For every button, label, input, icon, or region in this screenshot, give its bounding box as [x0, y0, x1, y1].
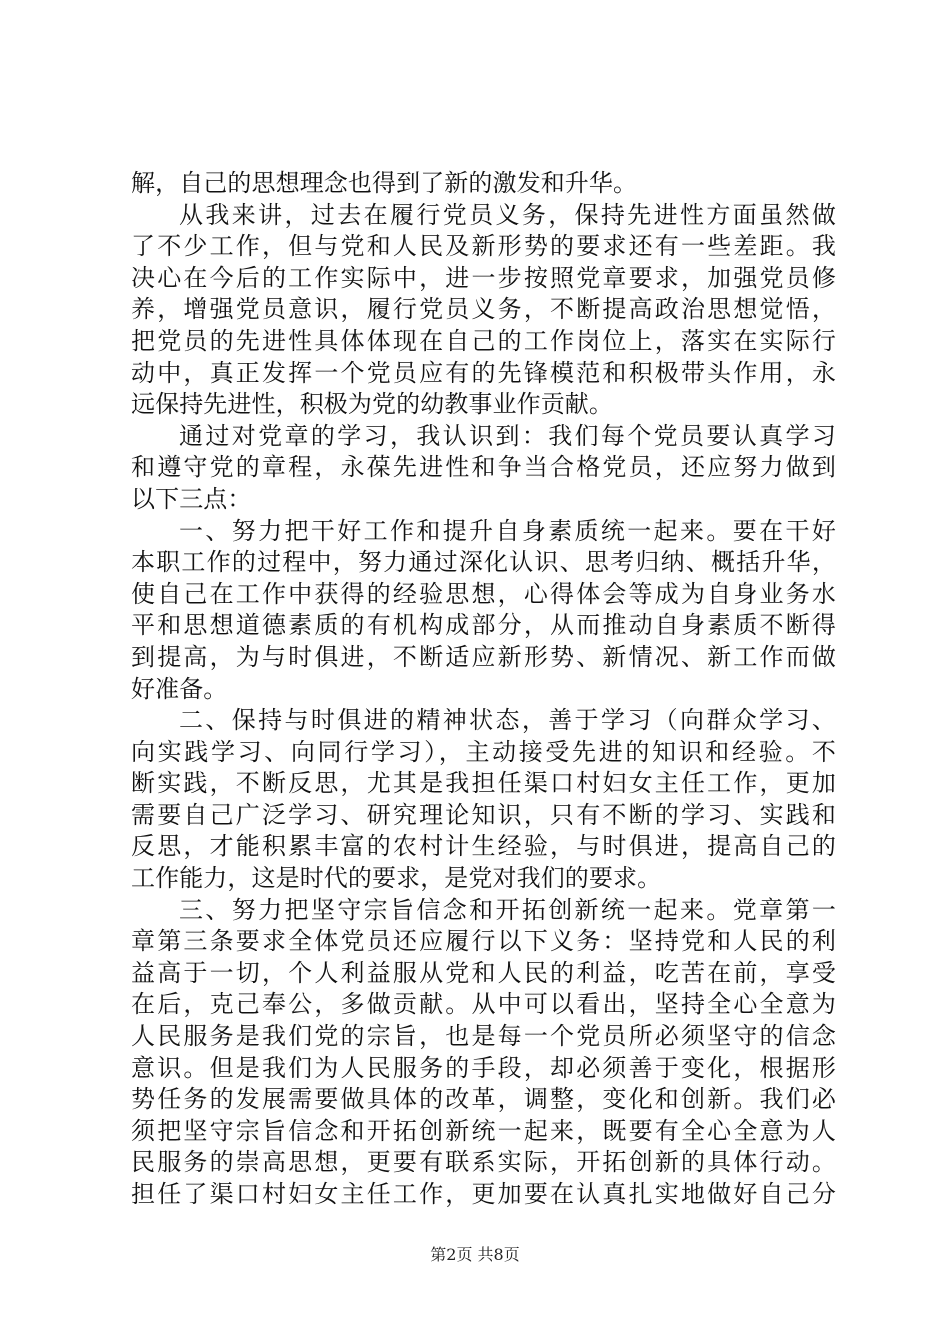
text-line: 反思，才能积累丰富的农村计生经验，与时俱进，提高自己的 [131, 832, 836, 861]
text-line: 好准备。 [131, 674, 228, 703]
text-line: 需要自己广泛学习、研究理论知识，只有不断的学习、实践和 [131, 800, 836, 829]
text-line: 须把坚守宗旨信念和开拓创新统一起来，既要有全心全意为人 [131, 1116, 836, 1145]
text-line: 二、保持与时俱进的精神状态，善于学习（向群众学习、 [179, 706, 836, 735]
text-line: 向实践学习、向同行学习），主动接受先进的知识和经验。不 [131, 737, 836, 766]
text-line: 章第三条要求全体党员还应履行以下义务：坚持党和人民的利 [131, 927, 836, 956]
text-line: 以下三点： [131, 484, 252, 513]
text-line: 担任了渠口村妇女主任工作，更加要在认真扎实地做好自己分 [131, 1180, 836, 1208]
text-line: 平和思想道德素质的有机构成部分，从而推动自身素质不断得 [131, 611, 836, 640]
text-line: 一、努力把干好工作和提升自身素质统一起来。要在干好 [179, 516, 836, 545]
text-line: 使自己在工作中获得的经验思想，心得体会等成为自身业务水 [131, 579, 836, 608]
text-line: 养，增强党员意识，履行党员义务，不断提高政治思想觉悟， [131, 295, 836, 324]
text-line: 和遵守党的章程，永葆先进性和争当合格党员，还应努力做到 [131, 453, 836, 482]
text-line: 到提高，为与时俱进，不断适应新形势、新情况、新工作而做 [131, 642, 836, 671]
text-line: 了不少工作，但与党和人民及新形势的要求还有一些差距。我 [131, 232, 836, 261]
text-line: 意识。但是我们为人民服务的手段，却必须善于变化，根据形 [131, 1053, 836, 1082]
text-line: 把党员的先进性具体体现在自己的工作岗位上，落实在实际行 [131, 326, 836, 355]
text-line: 益高于一切，个人利益服从党和人民的利益，吃苦在前，享受 [131, 958, 836, 987]
text-line: 人民服务是我们党的宗旨，也是每一个党员所必须坚守的信念 [131, 1022, 836, 1051]
page-footer: 第2页 共8页 [430, 1245, 520, 1264]
text-line: 民服务的崇高思想，更要有联系实际，开拓创新的具体行动。 [131, 1148, 836, 1177]
text-line: 本职工作的过程中，努力通过深化认识、思考归纳、概括升华， [131, 548, 836, 577]
text-line: 从我来讲，过去在履行党员义务，保持先进性方面虽然做 [179, 200, 836, 229]
document-body [131, 168, 836, 1211]
text-line: 在后，克己奉公，多做贡献。从中可以看出，坚持全心全意为 [131, 990, 836, 1019]
text-line: 断实践，不断反思，尤其是我担任渠口村妇女主任工作，更加 [131, 769, 836, 798]
text-line: 远保持先进性，积极为党的幼教事业作贡献。 [131, 390, 613, 419]
text-line: 三、努力把坚守宗旨信念和开拓创新统一起来。党章第一 [179, 895, 836, 924]
text-line: 动中，真正发挥一个党员应有的先锋模范和积极带头作用，永 [131, 358, 836, 387]
text-line: 势任务的发展需要做具体的改革，调整，变化和创新。我们必 [131, 1085, 836, 1114]
text-line: 决心在今后的工作实际中，进一步按照党章要求，加强党员修 [131, 263, 836, 292]
text-line: 工作能力，这是时代的要求，是党对我们的要求。 [131, 864, 662, 893]
text-line: 通过对党章的学习，我认识到：我们每个党员要认真学习 [179, 421, 836, 450]
text-line: 解，自己的思想理念也得到了新的激发和升华。 [131, 169, 638, 197]
